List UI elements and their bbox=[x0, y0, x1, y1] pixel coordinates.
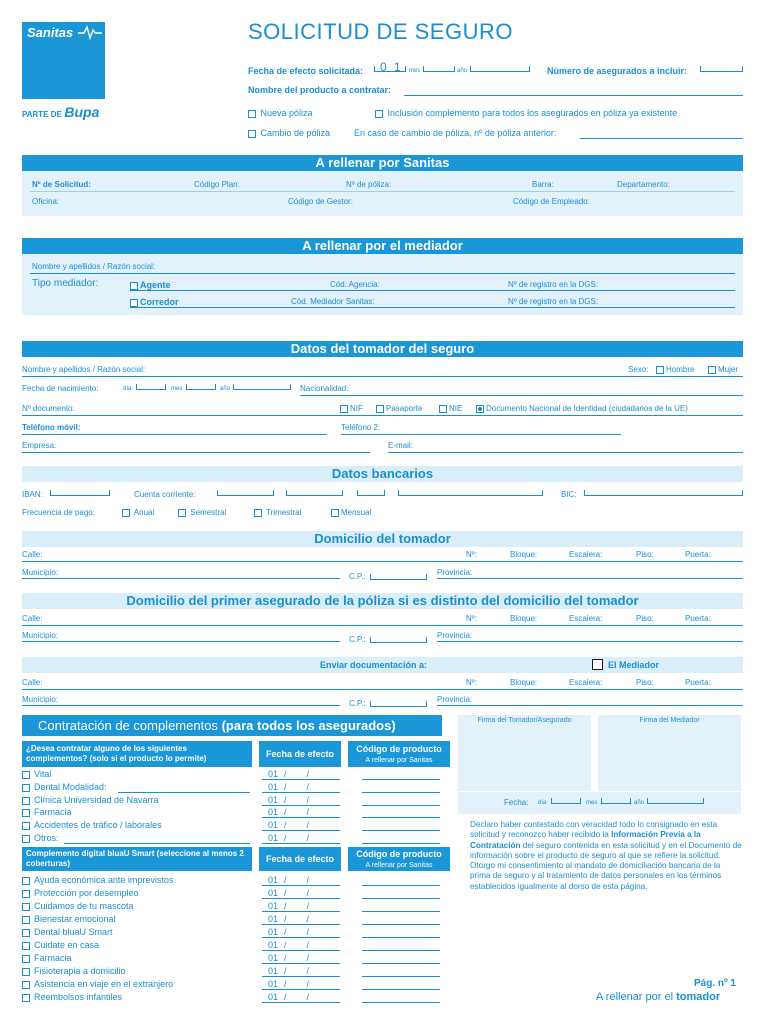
poliza-anterior-field[interactable] bbox=[580, 138, 743, 139]
calle-label-3: Calle: bbox=[22, 678, 43, 687]
fecha-slash: / bbox=[306, 794, 310, 805]
mensual-option[interactable]: Mensual bbox=[331, 508, 371, 517]
fecha-underline bbox=[262, 898, 340, 899]
complemento-extra-field[interactable] bbox=[118, 792, 250, 793]
fecha-dia-01: 01 bbox=[268, 820, 279, 831]
empresa-field[interactable] bbox=[22, 452, 370, 453]
firma-tomador-label: Firma del Tomador/Asegurado bbox=[477, 717, 572, 724]
dni-option[interactable]: Documento Nacional de Identidad (ciudadanos de la UE) bbox=[476, 404, 688, 413]
complemento-checkbox[interactable] bbox=[22, 903, 30, 911]
complemento-fecha[interactable] bbox=[268, 966, 309, 976]
complemento-checkbox[interactable] bbox=[22, 942, 30, 950]
complementos-q1: ¿Desea contratar alguno de los siguientes complementos? (solo si el producto lo permite) bbox=[22, 741, 252, 767]
piso-label-3: Piso: bbox=[636, 678, 654, 687]
fecha-dia-01: 01 bbox=[268, 781, 279, 792]
cp-label: C.P.: bbox=[349, 572, 366, 581]
complemento-checkbox[interactable] bbox=[22, 994, 30, 1002]
codigo-producto-field[interactable] bbox=[362, 817, 440, 818]
documento-field[interactable] bbox=[22, 415, 743, 416]
fecha-slash: / bbox=[306, 833, 310, 843]
divider bbox=[30, 191, 735, 192]
fecha-slash: / bbox=[306, 875, 310, 885]
firma-mediador-label: Firma del Mediador bbox=[639, 717, 700, 724]
el-mediador-label: El Mediador bbox=[608, 660, 660, 670]
nif-checkbox[interactable] bbox=[340, 405, 348, 413]
complemento-checkbox[interactable] bbox=[22, 968, 30, 976]
fecha-underline bbox=[262, 924, 340, 925]
email-label: E-mail: bbox=[388, 441, 413, 450]
dni-checkbox[interactable] bbox=[476, 405, 484, 413]
fecha-dia-01: 01 bbox=[268, 914, 279, 924]
fecha-slash: / bbox=[284, 820, 287, 831]
complemento-checkbox[interactable] bbox=[22, 955, 30, 963]
fecha-slash: / bbox=[306, 901, 310, 911]
fecha-underline bbox=[262, 963, 340, 964]
complemento-label: Vital bbox=[34, 769, 52, 779]
codigo-producto-header-2: Código de producto A rellenar por Sanitas bbox=[348, 847, 450, 871]
mensual-checkbox[interactable] bbox=[331, 509, 339, 517]
num-label-2: Nº: bbox=[466, 614, 477, 623]
complemento-label: Asistencia en viaje en el extranjero bbox=[34, 979, 174, 989]
codigo-producto-field[interactable] bbox=[362, 963, 440, 964]
complemento-checkbox[interactable] bbox=[22, 835, 30, 843]
fecha-slash: / bbox=[284, 979, 287, 989]
oficina-label: Oficina: bbox=[32, 197, 60, 206]
fecha-slash: / bbox=[306, 966, 310, 976]
bic-label: BIC: bbox=[561, 490, 577, 499]
complemento-label: Protección por desempleo bbox=[34, 888, 139, 898]
fecha-slash: / bbox=[284, 888, 287, 898]
pasaporte-option[interactable]: Pasaporte bbox=[376, 404, 422, 413]
fecha-dia-01: 01 bbox=[268, 807, 279, 818]
complemento-fecha[interactable] bbox=[268, 769, 309, 779]
nac-dd-box[interactable] bbox=[136, 384, 166, 390]
complemento-fecha[interactable] bbox=[268, 992, 309, 1002]
municipio-field-2[interactable] bbox=[22, 641, 340, 642]
complementos-title: Contratación de complementos (para todos los asegurados) bbox=[22, 715, 442, 736]
corredor-checkbox[interactable] bbox=[130, 299, 138, 307]
footer-rellenar: A rellenar por el tomador bbox=[596, 991, 721, 1003]
fecha-slash: / bbox=[284, 769, 287, 779]
codigo-producto-field[interactable] bbox=[362, 779, 440, 780]
fecha-slash: / bbox=[306, 820, 310, 831]
complemento-checkbox[interactable] bbox=[22, 822, 30, 830]
municipio-label-3: Municipio: bbox=[22, 695, 59, 704]
nombre-producto-field[interactable] bbox=[404, 95, 743, 96]
fecha-underline bbox=[262, 792, 340, 793]
mediador-nombre-label: Nombre y apellidos / Razón social: bbox=[32, 262, 156, 271]
registro-dgs-label: Nº de registro en la DGS: bbox=[508, 280, 599, 289]
complemento-label: Bienestar emocional bbox=[34, 914, 116, 924]
complemento-fecha[interactable] bbox=[268, 875, 309, 885]
anual-checkbox[interactable] bbox=[122, 509, 130, 517]
email-field[interactable] bbox=[388, 452, 743, 453]
anual-option[interactable]: Anual bbox=[122, 508, 154, 517]
cambio-poliza-checkbox[interactable] bbox=[248, 130, 256, 138]
complementos-q2: Complemento digital bluaU Smart (seleccione al menos 2 coberturas) bbox=[22, 847, 252, 871]
codigo-producto-field[interactable] bbox=[362, 898, 440, 899]
firma-ano-label: año bbox=[634, 800, 645, 806]
fecha-slash: / bbox=[306, 992, 310, 1002]
iban-label: IBAN: bbox=[22, 490, 43, 499]
fecha-dia-01: 01 bbox=[268, 769, 279, 779]
municipio-field-3[interactable] bbox=[22, 705, 340, 706]
fecha-slash: / bbox=[284, 992, 287, 1002]
codigo-producto-header: Código de producto A rellenar por Sanitas bbox=[348, 741, 450, 767]
mujer-option[interactable]: Mujer bbox=[708, 365, 738, 374]
fecha-mm-box[interactable] bbox=[423, 66, 455, 72]
fecha-slash: / bbox=[306, 927, 310, 937]
provincia-field-3[interactable] bbox=[437, 705, 743, 706]
trimestral-option[interactable]: Trimestral bbox=[254, 508, 301, 517]
cp-box-2[interactable] bbox=[370, 637, 427, 643]
telefono-movil-field[interactable] bbox=[22, 434, 327, 435]
fecha-yy-box[interactable] bbox=[470, 66, 530, 72]
complemento-checkbox[interactable] bbox=[22, 916, 30, 924]
cuenta-label: Cuenta corriente: bbox=[134, 490, 196, 499]
firma-mes-label: mes bbox=[586, 800, 598, 806]
documento-label: Nº documento: bbox=[22, 404, 75, 413]
fecha-slash: / bbox=[284, 940, 287, 950]
cuenta-dc-box[interactable] bbox=[357, 490, 385, 496]
firma-yy-box[interactable] bbox=[647, 798, 704, 804]
fecha-underline bbox=[262, 805, 340, 806]
fecha-efecto-day[interactable]: 0 1 bbox=[380, 60, 403, 74]
fecha-slash: / bbox=[284, 833, 287, 843]
codigo-producto-field[interactable] bbox=[362, 1002, 440, 1003]
piso-label-2: Piso: bbox=[636, 614, 654, 623]
fecha-dia-01: 01 bbox=[268, 888, 279, 898]
fecha-efecto-header: Fecha de efecto bbox=[259, 741, 341, 767]
tomador-nombre-label: Nombre y apellidos / Razón social: bbox=[22, 365, 146, 374]
puerta-label-3: Puerta: bbox=[685, 678, 711, 687]
fecha-nac-label: Fecha de nacimiento: bbox=[22, 384, 99, 393]
fecha-efecto-header-2: Fecha de efecto bbox=[259, 847, 341, 871]
escalera-label-2: Escalera: bbox=[569, 614, 603, 623]
page-title: SOLICITUD DE SEGURO bbox=[248, 19, 513, 44]
enviar-label: Enviar documentación a: bbox=[320, 660, 428, 670]
num-asegurados-label: Número de asegurados a incluir: bbox=[547, 66, 688, 76]
complemento-label: Cuidate en casa bbox=[34, 940, 100, 950]
empresa-label: Empresa: bbox=[22, 441, 57, 450]
municipio-label: Municipio: bbox=[22, 568, 59, 577]
municipio-field[interactable] bbox=[22, 578, 340, 579]
fecha-underline bbox=[262, 950, 340, 951]
domicilio-asegurado-title: Domicilio del primer asegurado de la póliza si es distinto del domicilio del tomador bbox=[22, 593, 743, 609]
codigo-gestor-label: Código de Gestor: bbox=[288, 197, 353, 206]
nie-checkbox[interactable] bbox=[439, 405, 447, 413]
complemento-checkbox[interactable] bbox=[22, 771, 30, 779]
fecha-underline bbox=[262, 817, 340, 818]
divider bbox=[130, 307, 735, 308]
nueva-poliza-checkbox[interactable] bbox=[248, 110, 256, 118]
complemento-label: Fisioterapia a domicilio bbox=[34, 966, 126, 976]
provincia-label-3: Provincia: bbox=[437, 695, 473, 704]
complemento-fecha[interactable] bbox=[268, 820, 309, 830]
cp-label-2: C.P.: bbox=[349, 635, 366, 644]
fecha-dia-01: 01 bbox=[268, 833, 279, 843]
complemento-fecha[interactable] bbox=[268, 953, 309, 963]
fecha-underline bbox=[262, 976, 340, 977]
mediador-nombre-field[interactable] bbox=[30, 273, 735, 274]
semestral-checkbox[interactable] bbox=[178, 509, 186, 517]
complemento-label: Farmacia bbox=[34, 807, 72, 818]
complemento-label: Cuidamos de tu mascota bbox=[34, 901, 134, 911]
firma-mediador-box[interactable] bbox=[598, 715, 741, 791]
cuenta-entidad-box[interactable] bbox=[217, 490, 274, 496]
num-solicitud-label: Nº de Solicitud: bbox=[32, 180, 91, 189]
sanitas-logo-text: Sanitas bbox=[27, 25, 74, 40]
complemento-fecha[interactable] bbox=[268, 927, 309, 937]
heartbeat-icon bbox=[78, 24, 102, 40]
complemento-checkbox[interactable] bbox=[22, 981, 30, 989]
provincia-label: Provincia: bbox=[437, 568, 473, 577]
complemento-label: Farmacia bbox=[34, 953, 72, 963]
bloque-label-2: Bloque: bbox=[510, 614, 538, 623]
provincia-field[interactable] bbox=[437, 578, 743, 579]
nacionalidad-label: Nacionalidad: bbox=[300, 384, 349, 393]
codigo-producto-field[interactable] bbox=[362, 924, 440, 925]
iban-box[interactable] bbox=[50, 490, 110, 496]
provincia-label-2: Provincia: bbox=[437, 631, 473, 640]
ano-label: año bbox=[457, 68, 468, 74]
num-label: Nº: bbox=[466, 550, 477, 559]
sanitas-logo bbox=[22, 22, 105, 99]
codigo-producto-field[interactable] bbox=[362, 885, 440, 886]
fecha-slash: / bbox=[306, 914, 310, 924]
num-poliza-label: Nº de póliza: bbox=[346, 180, 392, 189]
cuenta-oficina-box[interactable] bbox=[286, 490, 343, 496]
tomador-section-title: Datos del tomador del seguro bbox=[22, 341, 743, 357]
fecha-dia-01: 01 bbox=[268, 966, 279, 976]
telefono-movil-label: Teléfono móvil: bbox=[22, 423, 81, 432]
codigo-producto-field[interactable] bbox=[362, 976, 440, 977]
codigo-producto-field[interactable] bbox=[362, 937, 440, 938]
complemento-fecha[interactable] bbox=[268, 795, 309, 805]
cod-mediador-label: Cód. Mediador Sanitas: bbox=[291, 297, 375, 306]
fecha-efecto-label: Fecha de efecto solicitada: bbox=[248, 66, 364, 76]
nie-option[interactable]: NIE bbox=[439, 404, 462, 413]
page-number: Pág. nº 1 bbox=[694, 978, 736, 989]
complemento-label: Clínica Universidad de Navarra bbox=[34, 794, 159, 805]
complemento-label: Accidentes de tráfico / laborales bbox=[34, 820, 162, 831]
complemento-fecha[interactable] bbox=[268, 782, 309, 792]
cp-box-3[interactable] bbox=[370, 701, 427, 707]
calle-field-2[interactable] bbox=[22, 625, 743, 626]
inclusion-option[interactable]: Inclusión complemento para todos los asegurados en póliza ya existente bbox=[375, 108, 677, 118]
nacionalidad-field[interactable] bbox=[300, 395, 743, 396]
fecha-underline bbox=[262, 779, 340, 780]
complemento-label: Ayuda económica ante imprevistos bbox=[34, 875, 174, 885]
fecha-slash: / bbox=[284, 901, 287, 911]
fecha-slash: / bbox=[306, 807, 310, 818]
piso-label: Piso: bbox=[636, 550, 654, 559]
frecuencia-label: Frecuencia de pago: bbox=[22, 508, 95, 517]
fecha-dd-box[interactable] bbox=[374, 66, 406, 72]
complemento-fecha[interactable] bbox=[268, 979, 309, 989]
pasaporte-checkbox[interactable] bbox=[376, 405, 384, 413]
complemento-label: Otros: bbox=[34, 833, 59, 843]
calle-field-3[interactable] bbox=[22, 689, 743, 690]
hombre-option[interactable]: Hombre bbox=[656, 365, 694, 374]
complemento-fecha[interactable] bbox=[268, 807, 309, 817]
caso-cambio-label: En caso de cambio de póliza, nº de póliza anterior: bbox=[354, 128, 557, 138]
el-mediador-checkbox[interactable] bbox=[592, 659, 603, 670]
bloque-label: Bloque: bbox=[510, 550, 538, 559]
fecha-slash: / bbox=[284, 927, 287, 937]
fecha-dia-01: 01 bbox=[268, 927, 279, 937]
cambio-poliza-option[interactable]: Cambio de póliza bbox=[248, 128, 330, 138]
codigo-producto-field[interactable] bbox=[362, 830, 440, 831]
mujer-checkbox[interactable] bbox=[708, 366, 716, 374]
fecha-slash: / bbox=[306, 979, 310, 989]
municipio-label-2: Municipio: bbox=[22, 631, 59, 640]
codigo-empleado-label: Código de Empleado: bbox=[513, 197, 590, 206]
num-asegurados-box[interactable] bbox=[700, 66, 743, 72]
complemento-fecha[interactable] bbox=[268, 940, 309, 950]
divider bbox=[130, 290, 735, 291]
cp-box[interactable] bbox=[370, 574, 427, 580]
nueva-poliza-option[interactable]: Nueva póliza bbox=[248, 108, 313, 118]
firma-tomador-box[interactable] bbox=[458, 715, 591, 791]
fecha-slash: / bbox=[284, 807, 287, 818]
fecha-slash: / bbox=[306, 953, 310, 963]
complemento-checkbox[interactable] bbox=[22, 890, 30, 898]
trimestral-checkbox[interactable] bbox=[254, 509, 262, 517]
calle-label: Calle: bbox=[22, 550, 43, 559]
puerta-label-2: Puerta: bbox=[685, 614, 711, 623]
agente-checkbox[interactable] bbox=[130, 282, 138, 290]
fecha-underline bbox=[262, 989, 340, 990]
semestral-option[interactable]: Semestral bbox=[178, 508, 226, 517]
tomador-nombre-field[interactable] bbox=[22, 376, 743, 377]
cp-label-3: C.P.: bbox=[349, 699, 366, 708]
hombre-checkbox[interactable] bbox=[656, 366, 664, 374]
sanitas-panel bbox=[22, 171, 743, 216]
fecha-dia-01: 01 bbox=[268, 901, 279, 911]
puerta-label: Puerta: bbox=[685, 550, 711, 559]
complemento-checkbox[interactable] bbox=[22, 877, 30, 885]
nac-yy-box[interactable] bbox=[233, 384, 291, 390]
fecha-dia-01: 01 bbox=[268, 992, 279, 1002]
fecha-underline bbox=[262, 830, 340, 831]
nif-option[interactable]: NIF bbox=[340, 404, 363, 413]
complemento-checkbox[interactable] bbox=[22, 809, 30, 817]
dia-label: día bbox=[123, 386, 132, 392]
complemento-checkbox[interactable] bbox=[22, 797, 30, 805]
fecha-dia-01: 01 bbox=[268, 875, 279, 885]
complemento-label: Dental bluaU Smart bbox=[34, 927, 113, 937]
fecha-dia-01: 01 bbox=[268, 953, 279, 963]
firma-fecha-label: Fecha: bbox=[504, 798, 529, 807]
telefono2-label: Teléfono 2: bbox=[341, 423, 381, 432]
complemento-fecha[interactable] bbox=[268, 914, 309, 924]
fecha-underline bbox=[262, 843, 340, 844]
fecha-slash: / bbox=[306, 769, 310, 779]
escalera-label-3: Escalera: bbox=[569, 678, 603, 687]
codigo-producto-field[interactable] bbox=[362, 950, 440, 951]
codigo-producto-field[interactable] bbox=[362, 911, 440, 912]
complemento-checkbox[interactable] bbox=[22, 784, 30, 792]
mediador-section-title: A rellenar por el mediador bbox=[22, 238, 743, 254]
fecha-underline bbox=[262, 1002, 340, 1003]
complemento-label: Reembolsos infantiles bbox=[34, 992, 123, 1002]
complemento-fecha[interactable] bbox=[268, 833, 309, 843]
corredor-option[interactable]: Corredor bbox=[130, 297, 179, 307]
codigo-producto-field[interactable] bbox=[362, 805, 440, 806]
bic-box[interactable] bbox=[584, 490, 743, 496]
escalera-label: Escalera: bbox=[569, 550, 603, 559]
departamento-label: Departamento: bbox=[617, 180, 670, 189]
num-label-3: Nº: bbox=[466, 678, 477, 687]
fecha-slash: / bbox=[306, 940, 310, 950]
nombre-producto-label: Nombre del producto a contratar: bbox=[248, 85, 392, 95]
fecha-slash: / bbox=[284, 953, 287, 963]
fecha-slash: / bbox=[284, 794, 287, 805]
tipo-mediador-label: Tipo mediador: bbox=[32, 278, 99, 289]
firma-mm-box[interactable] bbox=[601, 798, 631, 804]
agente-option[interactable]: Agente bbox=[130, 280, 171, 290]
nac-mm-box[interactable] bbox=[186, 384, 216, 390]
sexo-label: Sexo: bbox=[628, 365, 649, 374]
ano-label-2: año bbox=[220, 386, 231, 392]
fecha-underline bbox=[262, 885, 340, 886]
fecha-dia-01: 01 bbox=[268, 979, 279, 989]
cuenta-numero-box[interactable] bbox=[398, 490, 543, 496]
fecha-slash: / bbox=[284, 781, 287, 792]
fecha-dia-01: 01 bbox=[268, 940, 279, 950]
bloque-label-3: Bloque: bbox=[510, 678, 538, 687]
calle-label-2: Calle: bbox=[22, 614, 43, 623]
calle-field[interactable] bbox=[22, 561, 743, 562]
complemento-fecha[interactable] bbox=[268, 888, 309, 898]
fecha-dia-01: 01 bbox=[268, 794, 279, 805]
cod-agencia-label: Cód. Agencia: bbox=[330, 280, 380, 289]
mes-label-2: mes bbox=[171, 386, 183, 392]
registro-dgs-label-2: Nº de registro en la DGS: bbox=[508, 297, 599, 306]
codigo-producto-field[interactable] bbox=[362, 792, 440, 793]
complemento-extra-field[interactable] bbox=[64, 843, 250, 844]
bancarios-section-title: Datos bancarios bbox=[22, 466, 743, 482]
fecha-slash: / bbox=[284, 875, 287, 885]
barra-label: Barra: bbox=[532, 180, 554, 189]
complemento-checkbox[interactable] bbox=[22, 929, 30, 937]
provincia-field-2[interactable] bbox=[437, 641, 743, 642]
complemento-fecha[interactable] bbox=[268, 901, 309, 911]
declaracion-text: Declaro haber contestado con veracidad todo lo consignado en esta solicitud y reconozco haber recibido la Información Previa a la Contratación del seguro contenida en esta solicitud y en el Documento de información sobre el producto de seguro al que se refiere la solicitud. Otorgo mi consentimiento al mandato de domiciliación bancaria de la prima de seguro y al tratamiento de datos personales en los términos establecidos igualmente al dorso de esta página. bbox=[470, 820, 742, 891]
codigo-producto-field[interactable] bbox=[362, 989, 440, 990]
inclusion-checkbox[interactable] bbox=[375, 110, 383, 118]
telefono2-field[interactable] bbox=[341, 434, 621, 435]
codigo-plan-label: Código Plan: bbox=[194, 180, 240, 189]
firma-dd-box[interactable] bbox=[551, 798, 581, 804]
fecha-underline bbox=[262, 911, 340, 912]
fecha-slash: / bbox=[284, 966, 287, 976]
fecha-slash: / bbox=[284, 914, 287, 924]
domicilio-section-title: Domicilio del tomador bbox=[22, 531, 743, 547]
sanitas-section-title: A rellenar por Sanitas bbox=[22, 155, 743, 171]
firma-dia-label: día bbox=[538, 800, 547, 806]
complemento-label: Dental Modalidad: bbox=[34, 781, 107, 792]
fecha-underline bbox=[262, 937, 340, 938]
codigo-producto-field[interactable] bbox=[362, 843, 440, 844]
mes-label: mes bbox=[409, 68, 421, 74]
fecha-slash: / bbox=[306, 888, 310, 898]
bupa-tagline: PARTE DE Bupa bbox=[22, 104, 100, 120]
fecha-slash: / bbox=[306, 781, 310, 792]
